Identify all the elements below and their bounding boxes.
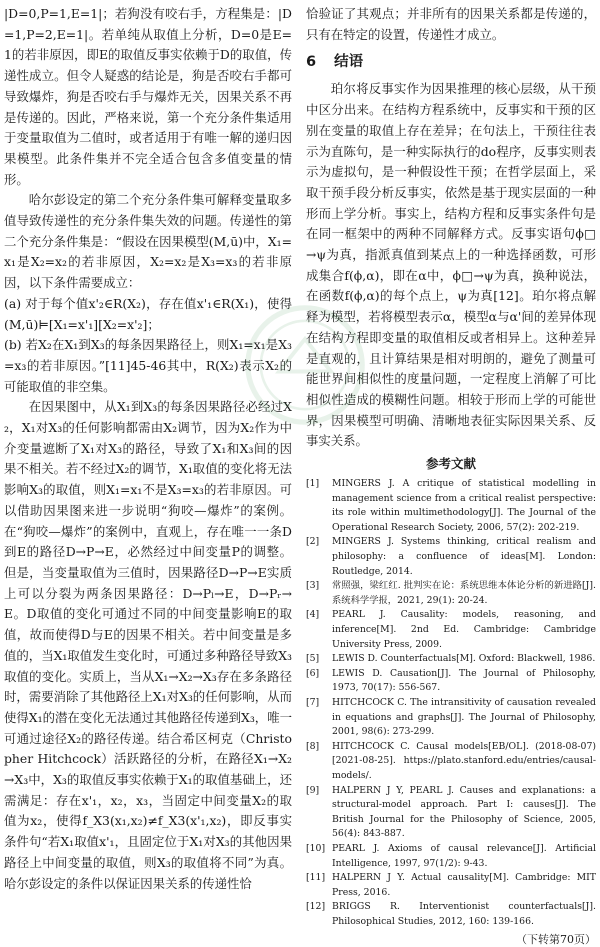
reference-text: 常照强，梁红红. 批判实在论：系统思维本体论分析的新进路[J]. 系统科学学报，2021, 29(1): 20-24. [332,580,596,606]
reference-item [306,477,596,535]
paragraph: |D=0,P=1,E=1|；若狗没有咬右手，方程集是：|D=1,P=2,E=1|。若单纯从取值上分析，D=0是E=1的若非原因，即E的取值反事实依赖于D的取值，传递性成立。但令人疑惑的结论是，狗是否咬右手都可导致爆炸，狗是否咬右手与爆炸无关，因果关系不再是传递的。因此，严格来说，第一个充分条件集适用于变量取值为二值时，或者适用于有唯一解的递归因果模型。此条件集并不完全适合包含多值变量的情形。 [4,6,292,187]
reference-item [306,535,596,579]
left-column [4,4,292,894]
reference-number: [5] [306,653,320,665]
reference-text: PEARL J. Axioms of causal relevance[J]. Artificial Intelligence, 1997, 97(1/2): 9-43. [332,842,596,869]
right-column [306,4,596,947]
reference-text: MINGERS J. Systems thinking, critical realism and philosophy: a confluence of ideas[M]. London: Routledge, 2014. [332,536,596,577]
reference-item [306,608,596,652]
reference-item [306,871,596,900]
reference-number: [6] [306,667,320,679]
reference-number: [12] [306,901,326,913]
reference-number: [9] [306,784,320,796]
reference-text: HALPERN J Y, PEARL J. Causes and explanations: a structural-model approach. Part I: causes[J]. The British Journal for the Philosophy of Science, 2005, 56(4): 843-887. [332,784,596,840]
reference-text: LEWIS D. Counterfactuals[M]. Oxford: Blackwell, 1986. [332,653,596,665]
reference-item [306,667,596,696]
paragraph: (a) 对于每个值x'₂∈R(X₂)，存在值x'₁∈R(X₁)，使得(M,ū)⊨[X₁=x'₁][X₂=x'₂]； [4,295,292,332]
paragraph: 恰验证了其观点；并非所有的因果关系都是传递的，只有在特定的设置，传递性才成立。 [306,6,596,42]
reference-item [306,696,596,740]
reference-text: HITCHCOCK C. Causal models[EB/OL]. (2018-08-07)[2021-08-25]. https://plato.stanford.edu/entries/causal-models/. [332,740,596,781]
reference-item [306,900,596,929]
reference-text: HALPERN J Y. Actual causality[M]. Cambridge: MIT Press, 2016. [332,872,596,898]
reference-number: [4] [306,609,320,621]
reference-number: [3] [306,580,320,592]
paragraph: 珀尔将反事实作为因果推理的核心层级，从干预中区分出来。在结构方程系统中，反事实和干预的区别在变量的取值上存在差异；在句法上，干预往往表示为直陈句，是一种实际执行的do程序，反事实则表示为虚拟句，是一种假设性干预；在哲学层面上，采取干预手段分析反事实，依然是基于现实层面的一种形而上学分析。事实上，结构方程和反事实条件句是在同一框架中的两种不同解释方式。反事实语句ϕ□→ψ为真，指派真值到某点上的一种选择函数，可形成集合f(ϕ,α)，即在α中，ϕ□→ψ为真，换种说法，在函数f(ϕ,α)的每个点上，ψ为真[12]。珀尔将点解释为模型，若将模型表示α，模型α与α'间的差异体现在结构方程即变量的取值相反或者相异上。这种差异是直观的，且计算结果是相对明朗的，避免了测量可能世界间相似性的度量问题，一定程度上消解了可比相似性造成的模糊性问题。相较于形而上学的可能世界，因果模型可明确、清晰地表征实际因果关系、反事实关系。 [306,81,596,449]
reference-item [306,784,596,842]
reference-text: HITCHCOCK C. The intransitivity of causation revealed in equations and graphs[J]. The Journal of Philosophy, 2001, 98(6): 273-299. [332,696,596,738]
paragraph: 哈尔彭设定的第二个充分条件集可解释变量取多值导致传递性的充分条件集失效的问题。传递性的第二个充分条件集是：“假设在因果模型(M,ū)中，X₁=x₁是X₂=x₂的若非原因，X₂=x₂是X₃=x₃的若非原因，以下条件需要成立： [4,192,292,291]
reference-number: [11] [306,872,326,884]
reference-item [306,579,596,608]
references-title: 参考文献 [425,456,476,472]
reference-item [306,740,596,784]
reference-number: [8] [306,740,320,752]
section-heading [306,51,596,73]
paragraph: 在因果图中，从X₁到X₃的每条因果路径必经过X₂，X₁对X₃的任何影响都需由X₂调节，因为X₂作为中介变量遮断了X₁对X₃的路径，导致了X₁和X₃间的因果不相关。若不经过X₂的调节，X₁取值的变化将无法影响X₃的取值，则X₁=x₁不是X₃=x₃的若非原因。可以借助因果图来进一步说明“狗咬—爆炸”的案例。在“狗咬—爆炸”的案例中，直观上，存在唯一一条D到E的路径D→P→E，必然经过中间变量P的调整。但是，当变量取值为三值时，因果路径D→P→E实质上可以分裂为两条因果路径：D→Pₗ→E，D→Pᵣ→E。D取值的变化可通过不同的中间变量影响E的取值，故而使得D与E的因果不相关。若中间变量是多值的，当X₁取值发生变化时，可通过多种路径导致X₃取值的变化。实质上，当从X₁→X₂→X₃存在多条路径时，需要消除了其他路径上X₁对X₃的任何影响，从而使得X₁的潜在变化无法通过其他路径传递到X₃，唯一可通过途径X₂的路径传递。结合希区柯克（Christopher Hitchcock）活跃路径的分析，在路径X₁→X₂→X₃中，X₃的取值反事实依赖于X₁的取值基础上，还需满足：存在x'₁，x₂，x₃，当固定中间变量X₂的取值为x₂，使得f_X3(x₁,x₂)≠f_X3(x'₁,x₂)，即反事实条件句“若X₁取值x'₁，且固定位于X₁对X₃的其他因果路径上中间变量的取值，则X₃的取值将不同”为真。哈尔彭设定的条件以保证因果关系的传递性恰 [4,399,292,891]
reference-text: LEWIS D. Causation[J]. The Journal of Philosophy, 1973, 70(17): 556-567. [332,667,596,694]
reference-item [306,652,596,667]
section-number: 6 [306,54,317,71]
reference-number: [1] [306,478,320,490]
reference-number: [7] [306,696,320,708]
continued-note: （下转第70页） [516,933,596,947]
paragraph: (b) 若X₂在X₁到X₃的每条因果路径上，则X₁=x₁是X₃=x₃的若非原因。”[11]45-46其中，R(X₂)表示X₂的可能取值的非空集。 [4,337,292,394]
reference-number: [10] [306,842,326,854]
section-title: 结语 [334,54,364,71]
reference-text: BRIGGS R. Interventionist counterfactuals[J]. Philosophical Studies, 2012, 160: 139-166. [332,901,596,927]
reference-item [306,842,596,871]
reference-number: [2] [306,536,320,548]
reference-text: PEARL J. Causality: models, reasoning, and inference[M]. 2nd Ed. Cambridge: Cambridge University Press, 2009. [332,609,596,650]
reference-text: MINGERS J. A critique of statistical modelling in management science from a critical realist perspective: its role within multimethodology[J]. The Journal of the Operational Research Society, 2006, 57(2): 202-219. [332,478,596,533]
reference-list [306,477,596,929]
